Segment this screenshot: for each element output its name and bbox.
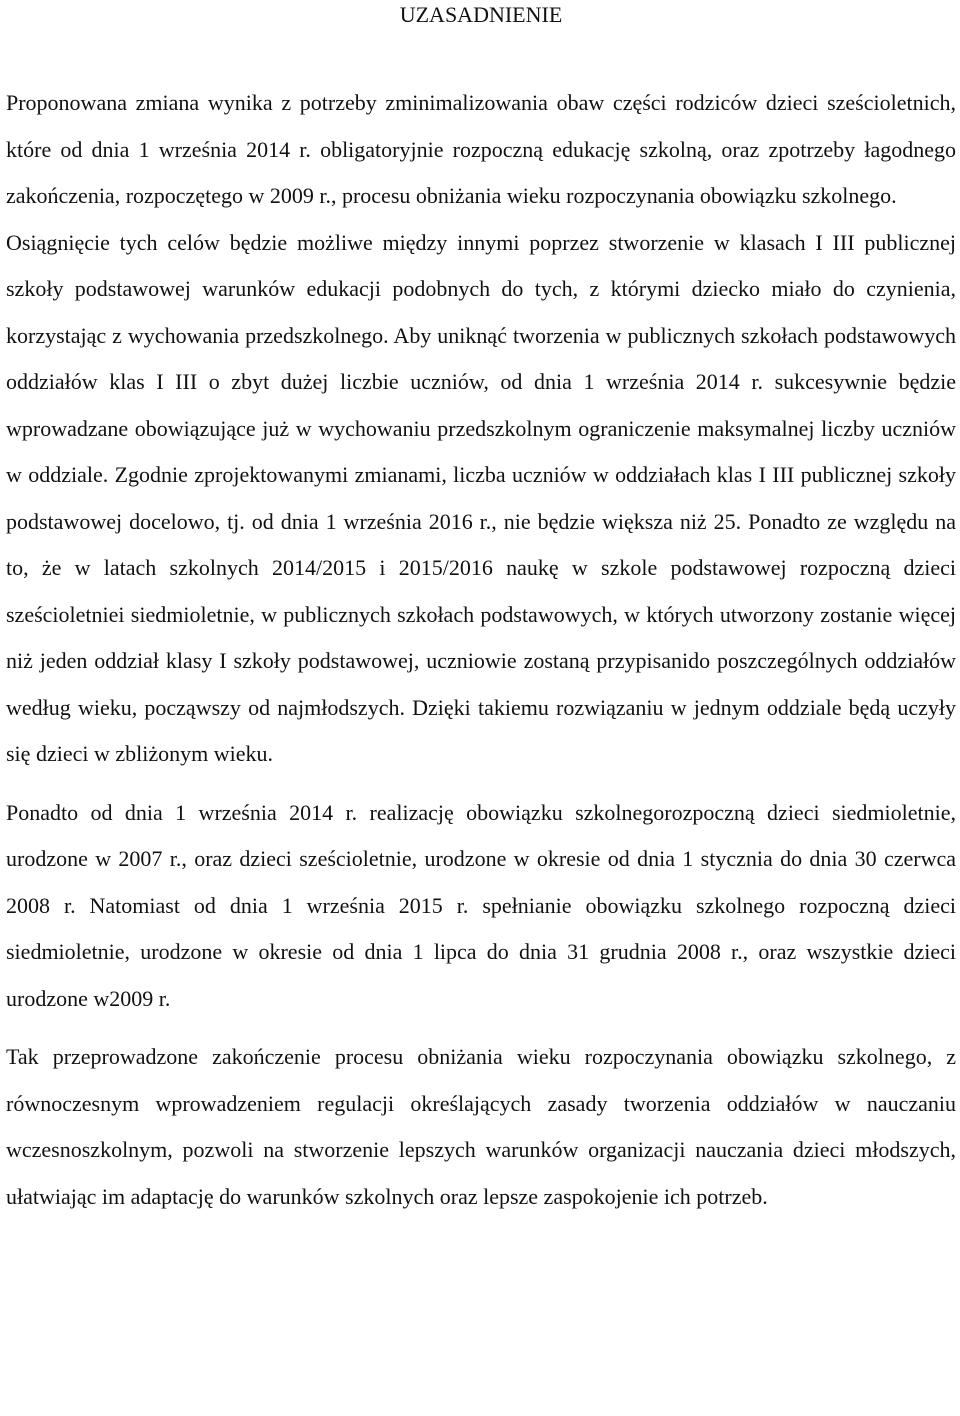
paragraph-goals: Osiągnięcie tych celów będzie możliwe między innymi poprzez stworzenie w klasach I III publicznej szkoły podstawowej warunków edukacji podobnych do tych, z którymi dziecko miało do czynienia, korzystając z wychowania przedszkolnego. Aby uniknąć tworzenia w publicznych szkołach podstawowych oddziałów klas I III o zbyt dużej liczbie uczniów, od dnia 1 września 2014 r. sukcesywnie będzie wprowadzane obowiązujące już w wychowaniu przedszkolnym ograniczenie maksymalnej liczby uczniów w oddziale. Zgodnie zprojektowanymi zmianami, liczba uczniów w oddziałach klas I III publicznej szkoły podstawowej docelowo, tj. od dnia 1 września 2016 r., nie będzie większa niż 25. Ponadto ze względu na to, że w latach szkolnych 2014/2015 i 2015/2016 naukę w szkole podstawowej rozpoczną dzieci sześcioletniei siedmioletnie, w publicznych szkołach podstawowych, w których utworzony zostanie więcej niż jeden oddział klasy I szkoły podstawowej, uczniowie zostaną przypisanido poszczególnych oddziałów według wieku, począwszy od najmłodszych. Dzięki takiemu rozwiązaniu w jednym oddziale będą uczyły się dzieci w zbliżonym wieku. bbox=[6, 229, 956, 766]
document-title: UZASADNIENIE bbox=[399, 2, 563, 27]
document-page bbox=[6, 0, 956, 1220]
paragraph-intro: Proponowana zmiana wynika z potrzeby zminimalizowania obaw części rodziców dzieci sześcioletnich, które od dnia 1 września 2014 r. obligatoryjnie rozpoczną edukację szkolną, oraz zpotrzeby łagodnego zakończenia, rozpoczętego w 2009 r., procesu obniżania wieku rozpoczynania obowiązku szkolnego. bbox=[6, 90, 956, 208]
paragraph-schedule: Ponadto od dnia 1 września 2014 r. realizację obowiązku szkolnegorozpoczną dzieci siedmioletnie, urodzone w 2007 r., oraz dzieci sześcioletnie, urodzone w okresie od dnia 1 stycznia do dnia 30 czerwca 2008 r. Natomiast od dnia 1 września 2015 r. spełnianie obowiązku szkolnego rozpoczną dzieci siedmioletnie, urodzone w okresie od dnia 1 lipca do dnia 31 grudnia 2008 r., oraz wszystkie dzieci urodzone w2009 r. bbox=[6, 799, 956, 1011]
paragraph-conclusion: Tak przeprowadzone zakończenie procesu obniżania wieku rozpoczynania obowiązku szkolnego, z równoczesnym wprowadzeniem regulacji określających zasady tworzenia oddziałów w nauczaniu wczesnoszkolnym, pozwoli na stworzenie lepszych warunków organizacji nauczania dzieci młodszych, ułatwiając im adaptację do warunków szkolnych oraz lepsze zaspokojenie ich potrzeb. bbox=[6, 1044, 956, 1209]
